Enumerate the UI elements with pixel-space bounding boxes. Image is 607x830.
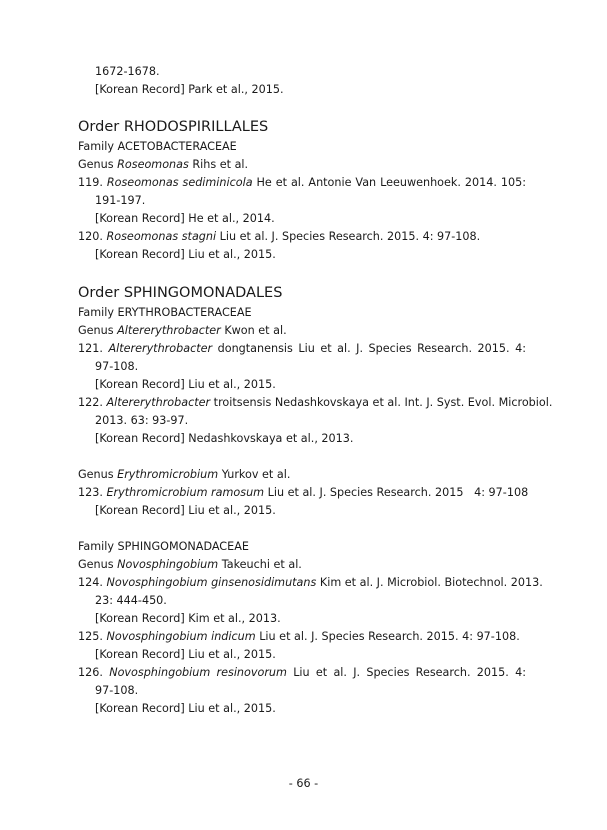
korean-record: [Korean Record] Park et al., 2015. (95, 83, 284, 96)
korean-record: [Korean Record] Liu et al., 2015. (95, 504, 276, 517)
entry-124: 124. Novosphingobium ginsenosidimutans Kim et al. J. Microbiol. Biotechnol. 2013. (78, 576, 543, 589)
family-heading: Family ERYTHROBACTERACEAE (78, 306, 252, 319)
korean-record: [Korean Record] Liu et al., 2015. (95, 702, 276, 715)
family-heading: Family ACETOBACTERACEAE (78, 140, 237, 153)
family-heading: Family SPHINGOMONADACEAE (78, 540, 249, 553)
entry-126: 126. Novosphingobium resinovorum Liu et al. J. Species Research. 2015. 4: (78, 666, 526, 679)
korean-record: [Korean Record] Liu et al., 2015. (95, 378, 276, 391)
entry-121-cont: 97-108. (95, 360, 139, 373)
entry-119-cont: 191-197. (95, 194, 146, 207)
korean-record: [Korean Record] Liu et al., 2015. (95, 648, 276, 661)
entry-125: 125. Novosphingobium indicum Liu et al. J. Species Research. 2015. 4: 97-108. (78, 630, 520, 643)
entry-122: 122. Altererythrobacter troitsensis Nedashkovskaya et al. Int. J. Syst. Evol. Microbiol. (78, 396, 553, 409)
entry-122-cont: 2013. 63: 93-97. (95, 414, 189, 427)
genus-heading: Genus Altererythrobacter Kwon et al. (78, 324, 287, 337)
entry-119: 119. Roseomonas sediminicola He et al. Antonie Van Leeuwenhoek. 2014. 105: (78, 176, 526, 189)
entry-126-cont: 97-108. (95, 684, 139, 697)
entry-120: 120. Roseomonas stagni Liu et al. J. Species Research. 2015. 4: 97-108. (78, 230, 481, 243)
entry-121: 121. Altererythrobacter dongtanensis Liu et al. J. Species Research. 2015. 4: (78, 342, 526, 355)
entry-124-cont: 23: 444-450. (95, 594, 167, 607)
page-number: - 66 - (288, 777, 319, 790)
korean-record: [Korean Record] Nedashkovskaya et al., 2013. (95, 432, 354, 445)
continued-pages: 1672-1678. (95, 65, 160, 78)
order-heading: Order RHODOSPIRILLALES (78, 119, 269, 135)
korean-record: [Korean Record] Liu et al., 2015. (95, 248, 276, 261)
genus-heading: Genus Novosphingobium Takeuchi et al. (78, 558, 302, 571)
korean-record: [Korean Record] Kim et al., 2013. (95, 612, 281, 625)
entry-123: 123. Erythromicrobium ramosum Liu et al. J. Species Research. 2015 4: 97-108 (78, 486, 529, 499)
order-heading: Order SPHINGOMONADALES (78, 285, 283, 301)
genus-heading: Genus Roseomonas Rihs et al. (78, 158, 249, 171)
korean-record: [Korean Record] He et al., 2014. (95, 212, 275, 225)
genus-heading: Genus Erythromicrobium Yurkov et al. (78, 468, 291, 481)
